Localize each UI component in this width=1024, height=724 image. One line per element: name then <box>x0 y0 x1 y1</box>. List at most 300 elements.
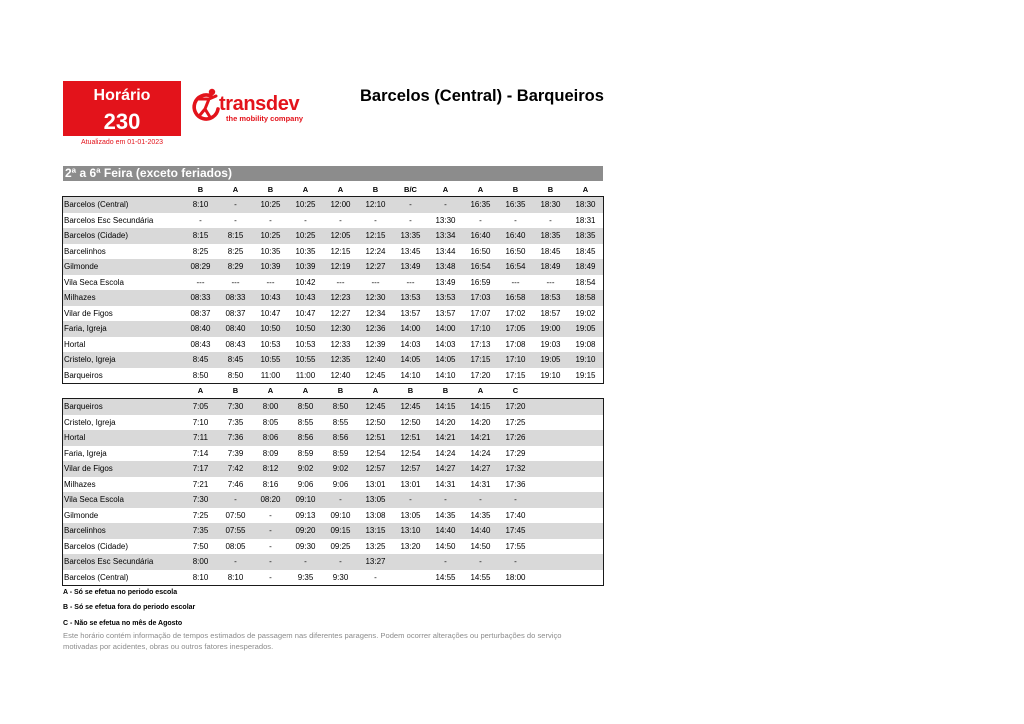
departure-time: - <box>514 557 517 566</box>
departure-time: 9:02 <box>297 464 314 473</box>
service-code-header: B <box>267 185 274 194</box>
stop-name: Barcelos (Central) <box>64 572 129 582</box>
departure-time: 14:21 <box>470 433 491 442</box>
departure-time: 17:55 <box>505 541 526 551</box>
departure-time: 18:45 <box>575 246 596 256</box>
departure-time: 13:35 <box>400 231 421 240</box>
departure-time: 10:43 <box>260 293 281 302</box>
departure-time: 17:08 <box>505 339 526 349</box>
departure-time: 17:15 <box>470 355 491 364</box>
departure-time: 17:40 <box>505 510 526 520</box>
departure-time: 8:12 <box>262 464 279 473</box>
service-code-header: A <box>582 185 589 194</box>
departure-time: - <box>234 557 237 566</box>
departure-time: 10:55 <box>295 355 316 364</box>
departure-time: 14:50 <box>470 541 491 551</box>
departure-time: 08:37 <box>190 308 211 318</box>
departure-time: - <box>374 572 377 582</box>
departure-time: 16:54 <box>505 262 526 271</box>
departure-time: 7:36 <box>227 433 244 442</box>
disclaimer-line: Este horário contém informação de tempos estimados de passagem nas diferentes paragens. Podem ocorrer alterações ou perturbações do serviço <box>63 631 562 640</box>
departure-time: --- <box>266 277 275 287</box>
departure-time: - <box>199 215 202 225</box>
service-code-header: B <box>442 386 449 395</box>
departure-time: - <box>374 215 377 225</box>
timetable-row <box>63 368 603 384</box>
departure-time: 18:35 <box>540 231 561 240</box>
stop-name: Gilmonde <box>64 262 99 271</box>
stop-name: Barcelos Esc Secundária <box>64 215 154 225</box>
departure-time: 12:30 <box>330 324 351 333</box>
departure-time: 18:31 <box>575 215 596 225</box>
departure-time: 7:25 <box>192 510 209 520</box>
departure-time: 8:09 <box>262 448 279 458</box>
service-code-header: A <box>267 386 274 395</box>
departure-time: - <box>444 495 447 504</box>
departure-time: 18:49 <box>575 262 596 271</box>
departure-time: 12:54 <box>365 448 386 458</box>
service-code-header <box>533 384 568 398</box>
departure-time: 08:43 <box>190 339 211 349</box>
stop-name: Vila Seca Escola <box>64 277 124 287</box>
departure-time: 14:35 <box>435 510 456 520</box>
departure-time: 17:10 <box>470 324 491 333</box>
departure-time: 13:05 <box>365 495 386 504</box>
departure-time: 12:57 <box>365 464 386 473</box>
departure-time: 17:07 <box>470 308 491 318</box>
stop-name: Barqueiros <box>64 402 103 411</box>
departure-time: 14:55 <box>435 572 456 582</box>
note-a: A - Só se efetua no periodo escola <box>63 589 178 596</box>
departure-time: 09:10 <box>330 510 351 520</box>
timetable-row <box>63 306 603 322</box>
departure-time <box>568 570 603 586</box>
departure-time: 14:55 <box>470 572 491 582</box>
departure-time: 13:44 <box>435 246 456 256</box>
departure-time: 7:14 <box>192 448 209 458</box>
departure-time: 19:05 <box>575 324 596 333</box>
departure-time: 14:50 <box>435 541 456 551</box>
departure-time: 7:11 <box>193 433 208 442</box>
departure-time: 8:10 <box>192 200 209 209</box>
timetable-row <box>63 539 603 555</box>
stop-name: Cristelo, Igreja <box>64 417 116 427</box>
departure-time <box>533 446 568 462</box>
departure-time: - <box>269 510 272 520</box>
stop-name: Faria, Igreja <box>64 324 107 333</box>
departure-time: 7:35 <box>192 526 209 535</box>
departure-time <box>533 570 568 586</box>
service-code-header: A <box>302 185 309 194</box>
departure-time: 10:42 <box>295 277 316 287</box>
departure-time: 17:13 <box>470 339 491 349</box>
timetable-row <box>63 228 603 244</box>
service-code-header: A <box>232 185 239 194</box>
departure-time <box>533 492 568 508</box>
departure-time: 8:05 <box>262 417 279 427</box>
departure-time: - <box>304 215 307 225</box>
departure-time <box>533 477 568 493</box>
stop-name: Gilmonde <box>64 510 99 520</box>
departure-time: 7:35 <box>227 417 244 427</box>
departure-time: --- <box>196 277 205 287</box>
departure-time: 14:24 <box>435 448 456 458</box>
departure-time: 18:58 <box>575 293 596 302</box>
departure-time: 12:36 <box>365 324 386 333</box>
departure-time <box>568 523 603 539</box>
departure-time: - <box>339 557 342 566</box>
departure-time: 13:05 <box>400 510 421 520</box>
departure-time: 18:00 <box>505 572 526 582</box>
departure-time: 16:40 <box>505 231 526 240</box>
departure-time: 09:20 <box>295 526 316 535</box>
departure-time <box>568 461 603 477</box>
departure-time: 12:35 <box>330 355 351 364</box>
note-c: C - Não se efetua no mês de Agosto <box>63 620 183 627</box>
departure-time <box>533 415 568 431</box>
departure-time: 10:53 <box>260 339 281 349</box>
departure-time: 7:39 <box>227 448 244 458</box>
departure-time: 13:45 <box>400 246 421 256</box>
departure-time: 19:08 <box>575 339 596 349</box>
departure-time <box>568 415 603 431</box>
departure-time <box>568 446 603 462</box>
departure-time: 13:30 <box>435 215 456 225</box>
service-code-header: B <box>197 185 204 194</box>
departure-time: --- <box>371 277 380 287</box>
service-code-header <box>568 384 603 398</box>
departure-time: 07:55 <box>225 526 246 535</box>
departure-time: 12:40 <box>330 370 351 380</box>
departure-time: 10:25 <box>260 231 281 240</box>
departure-time: 08:40 <box>190 324 211 333</box>
header-spacer <box>63 183 183 197</box>
departure-time: 7:42 <box>227 464 244 473</box>
departure-time: 16:54 <box>470 262 491 271</box>
service-code-header: A <box>477 185 484 194</box>
departure-time: 16:35 <box>470 200 491 209</box>
departure-time: 14:24 <box>470 448 491 458</box>
timetable-row <box>63 508 603 524</box>
departure-time: 17:15 <box>505 370 526 380</box>
departure-time: 19:03 <box>540 339 561 349</box>
departure-time: 10:39 <box>260 262 281 271</box>
departure-time: - <box>234 200 237 209</box>
departure-time: 17:36 <box>505 479 526 489</box>
departure-time: 19:02 <box>575 308 596 318</box>
timetable-row <box>63 275 603 291</box>
stop-name: Vilar de Figos <box>64 308 113 318</box>
departure-time: 7:17 <box>192 464 209 473</box>
departure-time: 10:25 <box>295 200 316 209</box>
updated-date: Atualizado em 01-01-2023 <box>80 139 164 146</box>
departure-time: 8:25 <box>227 246 244 256</box>
departure-time: 18:45 <box>540 246 561 256</box>
departure-time: 13:53 <box>435 293 456 302</box>
departure-time: 12:27 <box>365 262 386 271</box>
departure-time: 13:20 <box>400 541 421 551</box>
departure-time: 16:35 <box>505 200 526 209</box>
logo-wordmark: transdev <box>219 93 300 115</box>
departure-time: 13:27 <box>365 557 386 566</box>
departure-time: 16:59 <box>470 277 491 287</box>
timetable-row <box>63 197 603 213</box>
departure-time <box>533 523 568 539</box>
departure-time: 8:50 <box>227 370 244 380</box>
service-code-header: C <box>512 386 519 395</box>
departure-time: 8:15 <box>192 231 209 240</box>
service-code-header: A <box>197 386 204 395</box>
departure-time: 8:00 <box>192 557 209 566</box>
departure-time: - <box>444 557 447 566</box>
stop-name: Barcelinhos <box>64 526 106 535</box>
departure-time: - <box>514 215 517 225</box>
departure-time <box>533 430 568 446</box>
departure-time: 14:27 <box>470 464 491 473</box>
service-code-header: B <box>337 386 344 395</box>
service-code-header: B <box>512 185 519 194</box>
departure-time: 14:05 <box>435 355 456 364</box>
departure-time: 17:29 <box>505 448 526 458</box>
timetable-row <box>63 477 603 493</box>
departure-time: 13:53 <box>400 293 421 302</box>
departure-time: 8:50 <box>192 370 209 380</box>
departure-time: 09:25 <box>330 541 351 551</box>
timetable-row <box>63 415 603 431</box>
departure-time <box>533 554 568 570</box>
departure-time: --- <box>336 277 345 287</box>
departure-time: 8:29 <box>227 262 244 271</box>
departure-time <box>568 492 603 508</box>
departure-time: 13:49 <box>435 277 456 287</box>
departure-time: 14:35 <box>470 510 491 520</box>
departure-time: 9:06 <box>297 479 314 489</box>
return-table-header <box>63 384 603 398</box>
departure-time: 14:27 <box>435 464 456 473</box>
departure-time: 13:10 <box>400 526 421 535</box>
service-code-header: A <box>372 386 379 395</box>
transdev-runner-icon <box>190 87 222 123</box>
departure-time: 7:30 <box>192 495 209 504</box>
departure-time: 12:27 <box>330 308 351 318</box>
departure-time: 08:05 <box>225 541 246 551</box>
departure-time: 12:45 <box>400 402 421 411</box>
route-badge <box>63 81 181 136</box>
departure-time: 08:20 <box>260 495 281 504</box>
section-title: 2ª a 6ª Feira (exceto feriados) <box>63 166 603 181</box>
timetable-row <box>63 337 603 353</box>
logo-tagline: the mobility company <box>226 114 304 123</box>
departure-time: 14:40 <box>470 526 491 535</box>
departure-time: 7:21 <box>192 479 209 489</box>
departure-time: 8:16 <box>262 479 279 489</box>
departure-time: 8:00 <box>262 402 279 411</box>
departure-time: 14:15 <box>435 402 456 411</box>
departure-time: - <box>409 495 412 504</box>
departure-time: - <box>549 215 552 225</box>
departure-time: - <box>269 572 272 582</box>
departure-time: 14:20 <box>435 417 456 427</box>
departure-time: 12:39 <box>365 339 386 349</box>
departure-time <box>533 539 568 555</box>
departure-time: 9:35 <box>297 572 314 582</box>
departure-time: 10:50 <box>260 324 281 333</box>
departure-time: 18:35 <box>575 231 596 240</box>
service-code-header: A <box>302 386 309 395</box>
departure-time: 8:15 <box>227 231 244 240</box>
departure-time: 12:54 <box>400 448 421 458</box>
departure-time: - <box>234 495 237 504</box>
service-code-header: A <box>477 386 484 395</box>
departure-time: - <box>444 200 447 209</box>
departure-time: - <box>514 495 517 504</box>
departure-time: 8:50 <box>297 402 314 411</box>
departure-time: 19:00 <box>540 324 561 333</box>
departure-time <box>568 539 603 555</box>
departure-time: 14:15 <box>470 402 491 411</box>
departure-time: 17:32 <box>505 464 526 473</box>
departure-time: 12:51 <box>400 433 421 442</box>
departure-time: - <box>339 495 342 504</box>
departure-time: 13:25 <box>365 541 386 551</box>
stop-name: Barcelos (Cidade) <box>64 231 129 240</box>
departure-time: 14:10 <box>400 370 421 380</box>
departure-time: 13:57 <box>435 308 456 318</box>
departure-time <box>568 554 603 570</box>
departure-time: 19:05 <box>540 355 561 364</box>
departure-time: - <box>479 557 482 566</box>
departure-time: 19:10 <box>540 370 561 380</box>
timetable-row <box>63 399 603 415</box>
departure-time: 8:55 <box>332 417 349 427</box>
departure-time: 8:55 <box>297 417 314 427</box>
departure-time: 18:57 <box>540 308 561 318</box>
departure-time: 12:50 <box>400 417 421 427</box>
stop-name: Barcelinhos <box>64 246 106 256</box>
note-b: B - Só se efetua fora do periodo escolar <box>63 604 196 611</box>
departure-time: --- <box>231 277 240 287</box>
departure-time: 8:56 <box>297 433 314 442</box>
departure-time: 10:47 <box>295 308 316 318</box>
stop-name: Barcelos (Cidade) <box>64 541 129 551</box>
departure-time: - <box>269 215 272 225</box>
departure-time: 07:50 <box>225 510 246 520</box>
timetable-row <box>63 259 603 275</box>
departure-time: 14:00 <box>400 324 421 333</box>
departure-time: 10:53 <box>295 339 316 349</box>
departure-time: 10:50 <box>295 324 316 333</box>
service-code-header: B/C <box>404 185 417 194</box>
service-code-header: A <box>442 185 449 194</box>
departure-time: 14:31 <box>470 479 491 489</box>
departure-time: - <box>269 557 272 566</box>
departure-time: 09:10 <box>295 495 316 504</box>
departure-time: 18:49 <box>540 262 561 271</box>
departure-time: 16:58 <box>505 293 526 302</box>
departure-time: 19:10 <box>575 355 596 364</box>
departure-time: 10:25 <box>260 200 281 209</box>
outbound-table-header <box>63 183 603 197</box>
departure-time: 14:31 <box>435 479 456 489</box>
stop-name: Barqueiros <box>64 370 103 380</box>
departure-time: 8:45 <box>227 355 244 364</box>
departure-time: 12:51 <box>365 433 386 442</box>
departure-time: 14:00 <box>435 324 456 333</box>
departure-time: 18:30 <box>575 200 596 209</box>
departure-time: 8:10 <box>192 572 209 582</box>
header-spacer <box>63 384 183 398</box>
timetable-row <box>63 290 603 306</box>
departure-time: 10:39 <box>295 262 316 271</box>
departure-time: 08:29 <box>190 262 211 271</box>
page-title: Barcelos (Central) - Barqueiros <box>360 87 604 105</box>
stop-name: Barcelos Esc Secundária <box>64 557 154 566</box>
badge-label: Horário <box>93 87 151 104</box>
service-code-header: B <box>232 386 239 395</box>
departure-time: 8:06 <box>262 433 279 442</box>
departure-time: 12:57 <box>400 464 421 473</box>
departure-time: 18:54 <box>575 277 596 287</box>
departure-time: 9:06 <box>332 479 349 489</box>
departure-time: 7:46 <box>227 479 244 489</box>
departure-time <box>533 508 568 524</box>
departure-time: 7:30 <box>227 402 244 411</box>
departure-time: 12:45 <box>365 370 386 380</box>
departure-time: 8:45 <box>192 355 209 364</box>
disclaimer-line: motivadas por acidentes, obras ou outros fatores inesperados. <box>63 642 274 651</box>
departure-time: 09:15 <box>330 526 351 535</box>
stop-name: Milhazes <box>64 293 96 302</box>
departure-time: 17:02 <box>505 308 526 318</box>
departure-time: 08:37 <box>225 308 246 318</box>
departure-time: 12:33 <box>330 339 351 349</box>
departure-time: - <box>409 200 412 209</box>
departure-time: 17:45 <box>505 526 526 535</box>
departure-time: 13:08 <box>365 510 386 520</box>
departure-time: 13:34 <box>435 231 456 240</box>
departure-time: 14:20 <box>470 417 491 427</box>
departure-time: - <box>269 541 272 551</box>
departure-time: 12:23 <box>330 293 351 302</box>
departure-time: 12:19 <box>330 262 351 271</box>
stop-name: Faria, Igreja <box>64 448 107 458</box>
departure-time: 14:40 <box>435 526 456 535</box>
departure-time: 12:15 <box>365 231 386 240</box>
departure-time: 12:30 <box>365 293 386 302</box>
departure-time: 12:24 <box>365 246 386 256</box>
departure-time: 10:47 <box>260 308 281 318</box>
departure-time: --- <box>546 277 555 287</box>
departure-time: 12:00 <box>330 200 351 209</box>
departure-time: 16:50 <box>505 246 526 256</box>
departure-time: 17:26 <box>505 433 526 442</box>
departure-time <box>568 508 603 524</box>
departure-time: 9:30 <box>332 572 349 582</box>
departure-time: 13:01 <box>365 479 386 489</box>
departure-time: - <box>409 215 412 225</box>
departure-time: 10:35 <box>260 246 281 256</box>
departure-time: 8:50 <box>332 402 349 411</box>
departure-time <box>568 430 603 446</box>
departure-time: 17:03 <box>470 293 491 302</box>
departure-time: 13:15 <box>365 526 386 535</box>
stop-name: Milhazes <box>64 479 96 489</box>
departure-time: 11:00 <box>260 370 281 380</box>
departure-time: 7:05 <box>192 402 209 411</box>
service-code-header: B <box>407 386 414 395</box>
departure-time: 08:40 <box>225 324 246 333</box>
departure-time: 7:50 <box>192 541 209 551</box>
